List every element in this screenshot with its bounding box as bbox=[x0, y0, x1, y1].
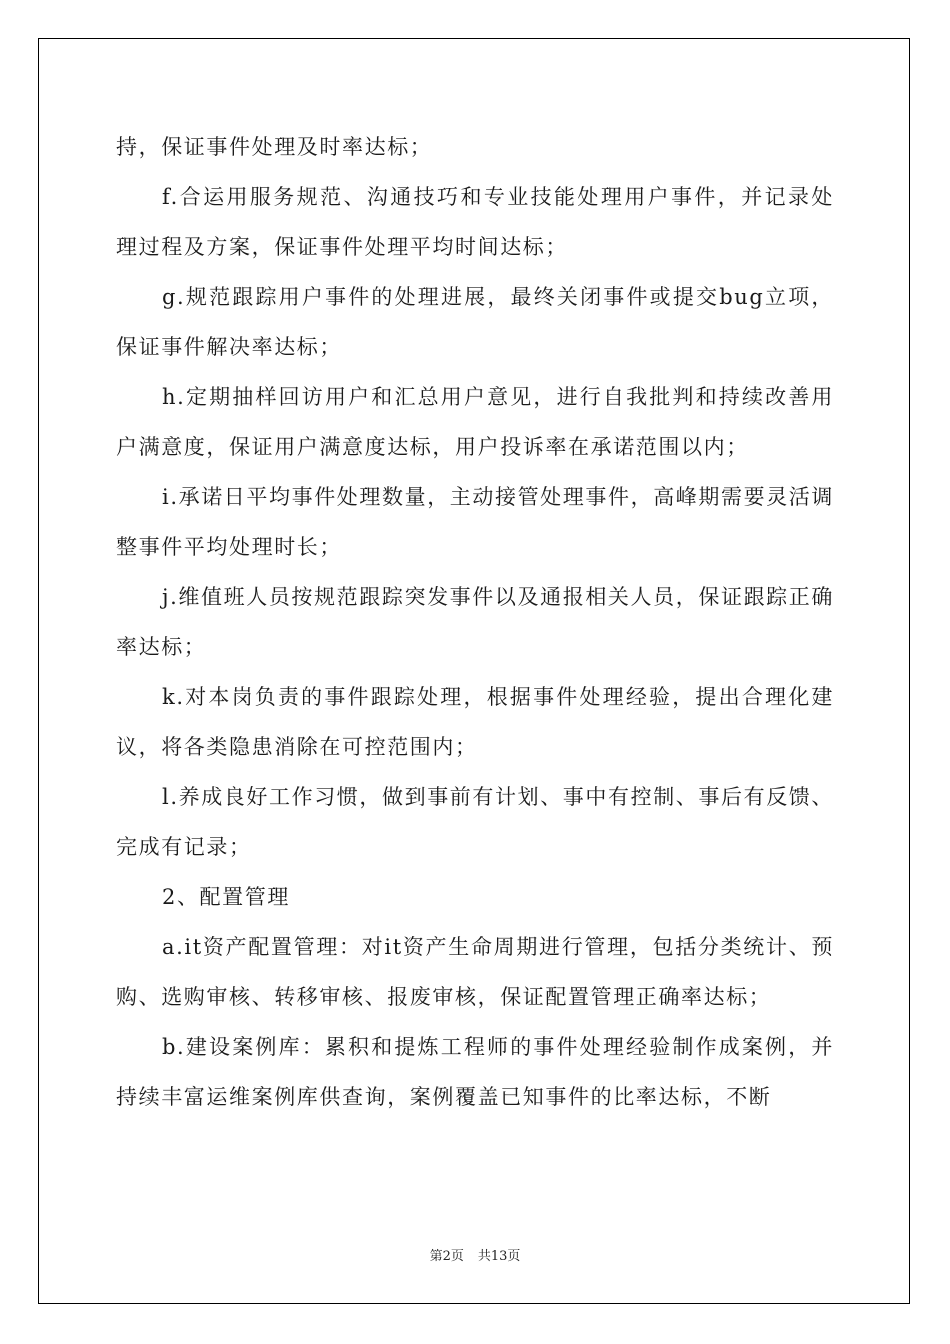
page-footer bbox=[0, 1245, 950, 1264]
paragraph-item-f: f.合运用服务规范、沟通技巧和专业技能处理用户事件，并记录处理过程及方案，保证事件处理平均时间达标； bbox=[116, 185, 834, 259]
paragraph-item-b: b.建设案例库：累积和提炼工程师的事件处理经验制作成案例，并持续丰富运维案例库供查询，案例覆盖已知事件的比率达标，不断 bbox=[116, 1035, 834, 1109]
page-total: 共13页 bbox=[477, 1249, 521, 1264]
paragraph-item-h: h.定期抽样回访用户和汇总用户意见，进行自我批判和持续改善用户满意度，保证用户满意度达标，用户投诉率在承诺范围以内； bbox=[116, 385, 834, 459]
paragraph-item-a: a.it资产配置管理：对it资产生命周期进行管理，包括分类统计、预购、选购审核、转移审核、报废审核，保证配置管理正确率达标； bbox=[116, 935, 834, 1009]
paragraph-item-l: l.养成良好工作习惯，做到事前有计划、事中有控制、事后有反馈、完成有记录； bbox=[116, 785, 834, 859]
document-body bbox=[116, 122, 834, 1122]
paragraph-item-g: g.规范跟踪用户事件的处理进展，最终关闭事件或提交bug立项，保证事件解决率达标； bbox=[116, 285, 834, 359]
paragraph-continuation: 持，保证事件处理及时率达标； bbox=[116, 135, 433, 159]
paragraph-item-i: i.承诺日平均事件处理数量，主动接管处理事件，高峰期需要灵活调整事件平均处理时长； bbox=[116, 485, 834, 559]
paragraph-item-k: k.对本岗负责的事件跟踪处理，根据事件处理经验，提出合理化建议，将各类隐患消除在可控范围内； bbox=[116, 685, 834, 759]
section-heading-config-management: 2、配置管理 bbox=[162, 885, 290, 909]
page-number: 第2页 bbox=[429, 1249, 464, 1264]
paragraph-item-j: j.维值班人员按规范跟踪突发事件以及通报相关人员，保证跟踪正确率达标； bbox=[116, 585, 834, 659]
